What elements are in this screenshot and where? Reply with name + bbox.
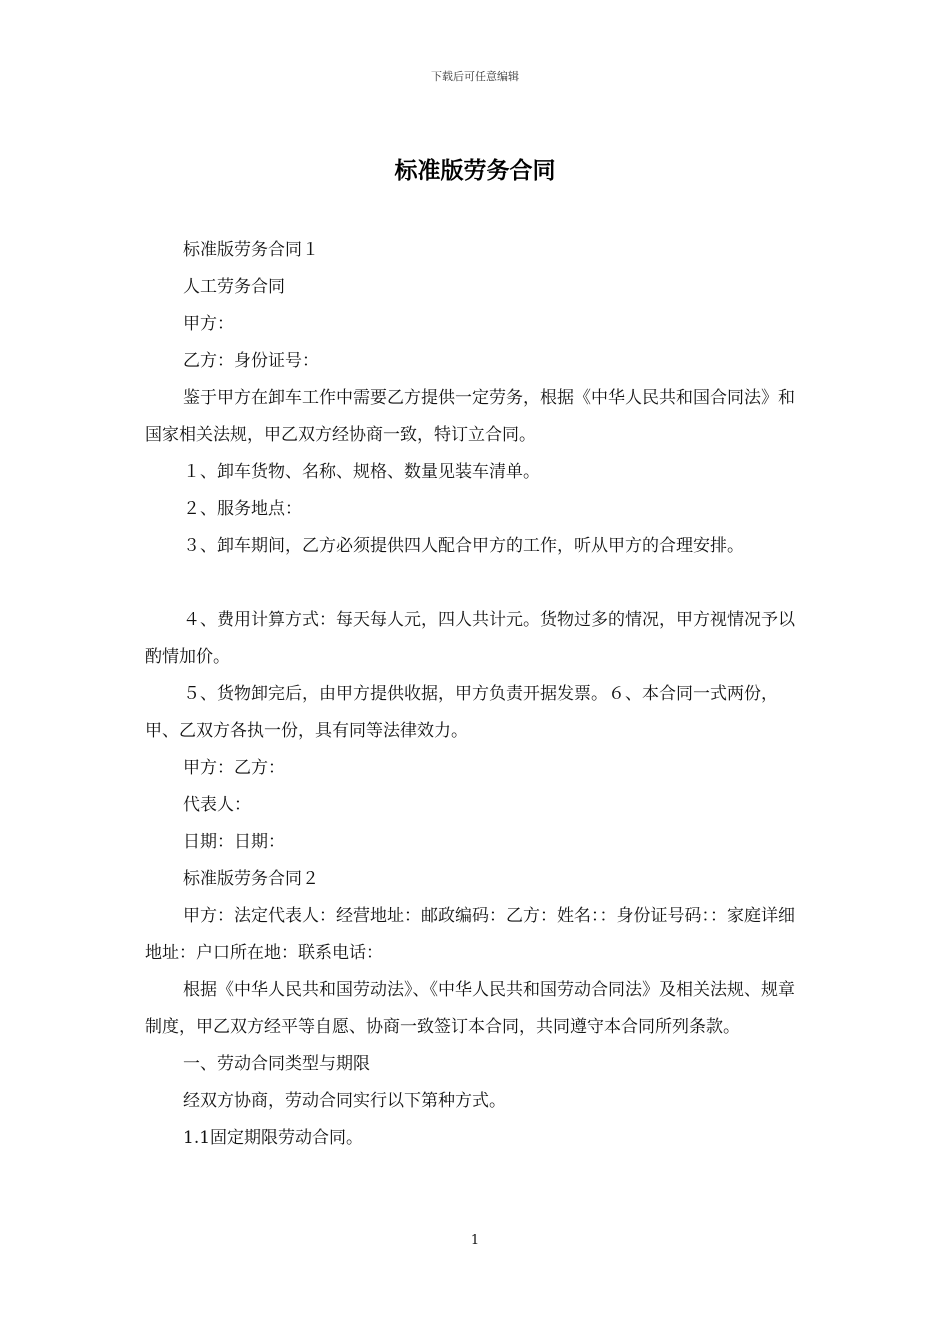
article-1-heading: 一、劳动合同类型与期限 — [183, 1054, 370, 1074]
clause-1: １、卸车货物、名称、规格、数量见装车清单。 — [183, 462, 540, 482]
legal-basis-paragraph: 根据《中华人民共和国劳动法》、《中华人民共和国劳动合同法》及相关法规、规章制度，甲乙双方经平等自愿、协商一致签订本合同，共同遵守本合同所列条款。 — [145, 980, 795, 1037]
page-number: 1 — [470, 1233, 480, 1248]
section-heading-1: 标准版劳务合同１ — [183, 240, 319, 260]
signature-representative: 代表人： — [183, 795, 251, 815]
clause-4: ４、费用计算方式：每天每人元，四人共计元。货物过多的情况，甲方视情况予以酌情加价。 — [145, 610, 795, 667]
blank-line — [145, 565, 810, 602]
preamble-paragraph: 鉴于甲方在卸车工作中需要乙方提供一定劳务，根据《中华人民共和国合同法》和国家相关法规，甲乙双方经协商一致，特订立合同。 — [145, 388, 795, 445]
signature-parties: 甲方：乙方： — [183, 758, 285, 778]
page-header: 下载后可任意编辑 — [431, 70, 519, 83]
document-body — [145, 232, 810, 1157]
clause-2: ２、服务地点： — [183, 499, 302, 519]
party-details-paragraph: 甲方：法定代表人：经营地址：邮政编码：乙方：姓名：：身份证号码：：家庭详细地址：户口所在地：联系电话： — [145, 906, 795, 963]
article-1-item-1: 1.1固定期限劳动合同。 — [183, 1128, 364, 1148]
clause-3: ３、卸车期间，乙方必须提供四人配合甲方的工作，听从甲方的合理安排。 — [183, 536, 744, 556]
signature-dates: 日期：日期： — [183, 832, 285, 852]
clause-5-6: ５、货物卸完后，由甲方提供收据，甲方负责开据发票。６、本合同一式两份，甲、乙双方各执一份，具有同等法律效力。 — [145, 684, 778, 741]
party-b-line: 乙方：身份证号： — [183, 351, 319, 371]
subtitle: 人工劳务合同 — [183, 277, 285, 297]
article-1-intro: 经双方协商，劳动合同实行以下第种方式。 — [183, 1091, 506, 1111]
party-a-line: 甲方： — [183, 314, 234, 334]
section-heading-2: 标准版劳务合同２ — [183, 869, 319, 889]
document-title: 标准版劳务合同 — [394, 157, 556, 184]
